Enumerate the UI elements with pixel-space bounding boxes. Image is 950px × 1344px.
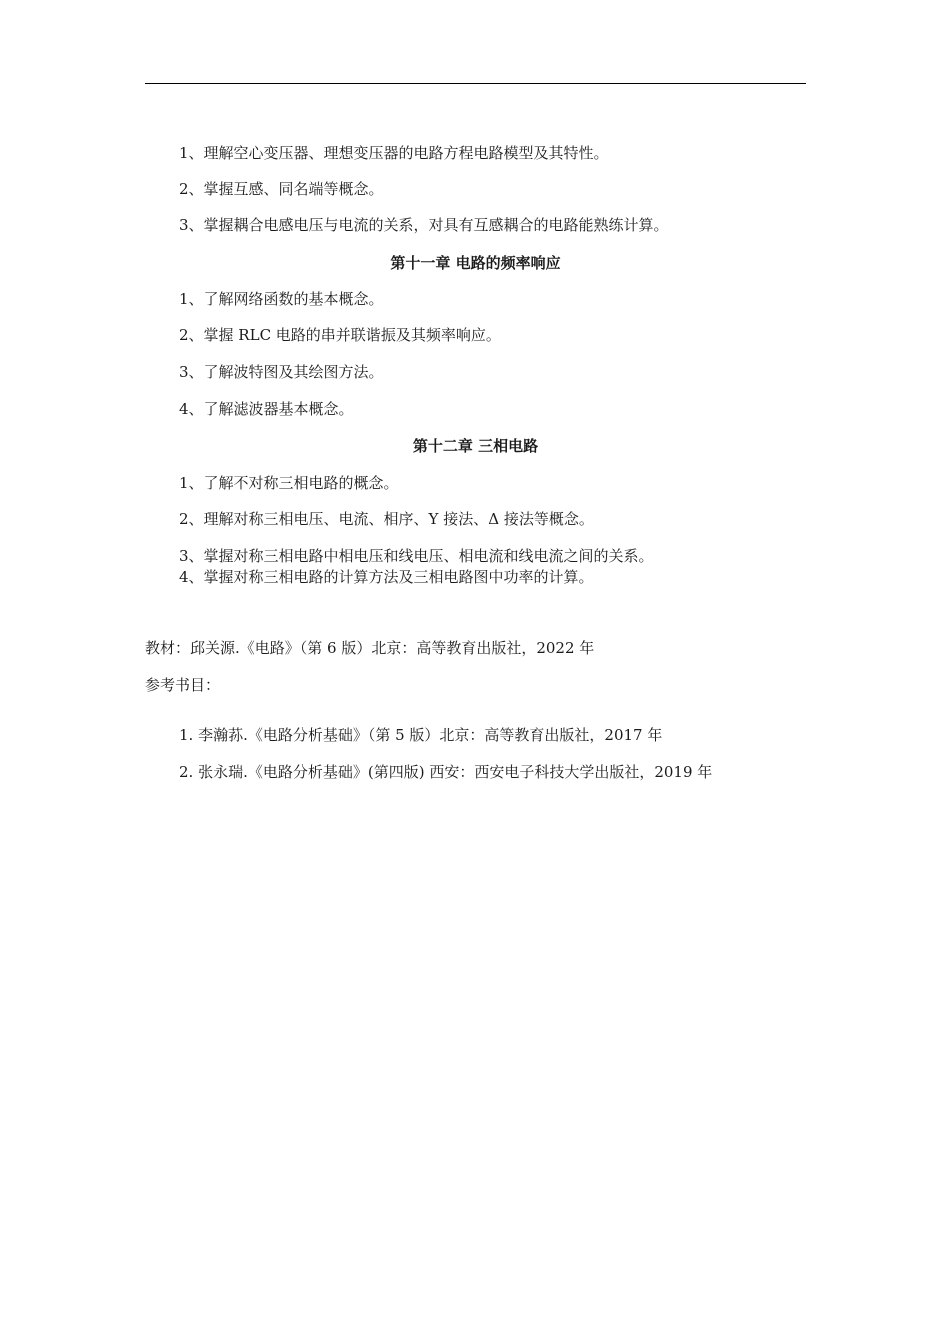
header-rule <box>145 83 806 84</box>
list-item: 1、了解网络函数的基本概念。 <box>179 290 384 308</box>
reference-item: 2. 张永瑞.《电路分析基础》(第四版) 西安：西安电子科技大学出版社，2019 年 <box>179 763 713 781</box>
reference-item: 1. 李瀚荪.《电路分析基础》（第 5 版）北京：高等教育出版社，2017 年 <box>179 726 663 744</box>
list-item: 2、掌握 RLC 电路的串并联谐振及其频率响应。 <box>179 326 501 344</box>
list-item: 3、了解波特图及其绘图方法。 <box>179 363 384 381</box>
list-item: 2、理解对称三相电压、电流、相序、Y 接法、Δ 接法等概念。 <box>179 510 594 528</box>
list-item: 4、了解滤波器基本概念。 <box>179 400 354 418</box>
list-item: 3、掌握对称三相电路中相电压和线电压、相电流和线电流之间的关系。 <box>179 547 654 565</box>
list-item: 1、理解空心变压器、理想变压器的电路方程电路模型及其特性。 <box>179 144 609 162</box>
list-item: 4、掌握对称三相电路的计算方法及三相电路图中功率的计算。 <box>179 568 594 586</box>
chapter-12-title: 第十二章 三相电路 <box>412 437 539 455</box>
references-label: 参考书目： <box>145 676 221 694</box>
textbook-line: 教材：邱关源.《电路》（第 6 版）北京：高等教育出版社，2022 年 <box>145 639 595 657</box>
list-item: 3、掌握耦合电感电压与电流的关系，对具有互感耦合的电路能熟练计算。 <box>179 216 669 234</box>
list-item: 1、了解不对称三相电路的概念。 <box>179 474 399 492</box>
list-item: 2、掌握互感、同名端等概念。 <box>179 180 384 198</box>
chapter-11-title: 第十一章 电路的频率响应 <box>390 254 561 272</box>
